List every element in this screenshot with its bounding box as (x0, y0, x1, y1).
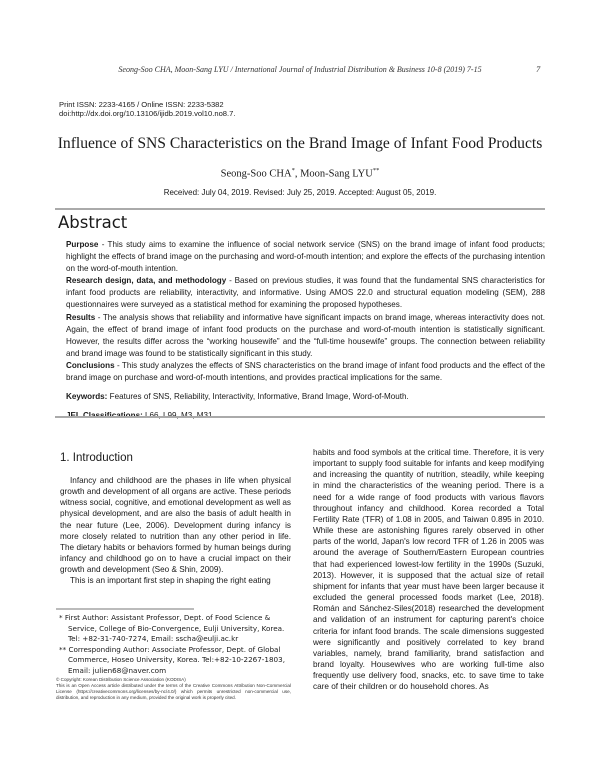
abstract-results (66, 312, 545, 360)
left-column (60, 475, 291, 587)
copyright-notice (56, 677, 291, 701)
paragraph: Infancy and childhood are the phases in life when physical growth and development of all organs are active. These periods witness social, cognitive, and emotional development as well as physical development, and are also the basis of adult health in the near future (Lee, 2006). Development during infancy is more closely related to nutrition than any other period in life. The dietary habits or behaviors formed by human beings during infancy and childhood go on to have a crucial impact on their growth and development (Seo & Shin, 2009). (60, 476, 291, 575)
authors (0, 167, 600, 180)
abstract-purpose (66, 239, 545, 275)
footnote-first-author: * First Author: Assistant Professor, Dept. of Food Science & Service, College of Bio-Convergence, Eulji University, Korea. Tel: +82-31-740-7274, Email: sscha@eulji.ac.kr (59, 613, 285, 644)
running-head: Seong-Soo CHA, Moon-Sang LYU / International Journal of Industrial Distribution & Business 10-8 (2019) 7-15 (118, 65, 482, 74)
right-column (313, 447, 544, 692)
abstract-body (66, 239, 545, 422)
paper-title: Influence of SNS Characteristics on the Brand Image of Infant Food Products (57, 135, 543, 152)
footnotes (56, 613, 291, 677)
license: This is an Open Access article distributed under the terms of the Creative Commons Attribution Non-Commercial License (https://creativecommons.org/licenses/by-nc/4.0/) which permits unrestricted non-commercial use, distribution, and reproduction in any medium, provided the original work is properly cited. (56, 683, 291, 701)
page-number: 7 (536, 64, 541, 74)
footnote-divider (56, 608, 194, 610)
conclusions-text: - This study analyzes the effects of SNS characteristics on the brand image of infant food products and the effect of the brand image on purchase and word-of-mouth intentions, and provides practical implications for the same. (66, 360, 545, 383)
abstract-design (66, 275, 545, 311)
abstract-conclusions (66, 360, 545, 384)
divider (55, 416, 545, 418)
paragraph: This is an important first step in shaping the right eating (70, 576, 271, 586)
design-text: - Based on previous studies, it was found that the fundamental SNS characteristics for infant food products are reliability, interactivity, and informative. Using AMOS 22.0 and structural equation modeling (SEM), 288 questionnaires were surveyed as a statistical method for examining the proposed hypotheses. (66, 276, 545, 310)
purpose-text: - This study aims to examine the influence of social network service (SNS) on the brand image of infant food products; highlight the effects of brand image on the purchasing and word-of-mouth intention; and explore the effects of the purchasing intention on the word-of-mouth intention. (66, 240, 545, 274)
issn-block (59, 100, 235, 118)
author-2-mark: ** (372, 167, 380, 174)
section-heading: 1. Introduction (60, 452, 133, 464)
results-label: Results (66, 312, 96, 322)
results-text: - The analysis shows that reliability and informative have significant impacts on brand image, whereas interactivity does not. Again, the effect of brand image of infant food products on the purchase and word-of-mouth intention is statistically significant. However, the results differ across the “working housewife” and the “full-time housewife” groups. The connection between reliability and brand image was found to be statistically significant in this study. (66, 312, 545, 358)
abstract-heading: Abstract (58, 213, 128, 232)
received-dates: Received: July 04, 2019. Revised: July 25, 2019. Accepted: August 05, 2019. (163, 188, 437, 197)
issn: Print ISSN: 2233-4165 / Online ISSN: 2233-5382 (59, 100, 224, 109)
footnote-corresponding-author: ** Corresponding Author: Associate Professor, Dept. of Global Commerce, Hoseo University, Korea. Tel:+82-10-2267-1803, Email: julien68@naver.com (59, 644, 285, 675)
keywords (66, 391, 545, 403)
author-1-mark: * (291, 167, 295, 174)
copyright: © Copyright: Korean Distribution Science Association (KODISA) (56, 677, 186, 682)
conclusions-label: Conclusions (66, 360, 115, 370)
divider (55, 208, 545, 210)
author-1: Seong-Soo CHA (220, 168, 292, 180)
purpose-label: Purpose (66, 240, 99, 249)
author-separator: , (294, 168, 301, 180)
author-2: Moon-Sang LYU (300, 168, 373, 180)
keywords-text: Features of SNS, Reliability, Interactivity, Informative, Brand Image, Word-of-Mouth. (107, 392, 409, 402)
design-label: Research design, data, and methodology (66, 276, 227, 286)
keywords-label: Keywords: (66, 392, 108, 402)
doi-link[interactable]: doi:http://dx.doi.org/10.13106/ijidb.2019.vol10.no8.7. (59, 109, 236, 118)
paragraph: habits and food symbols at the critical time. Therefore, it is very important to supply food suitable for infants and keep modifying and increasing the quantity of nutrition, steadily, while keeping in mind the characteristics of the weaning period. There is a need for a wide range of food products with various flavors throughout infancy and childhood. Korea recorded a Total Fertility Rate (TFR) of 1.08 in 2005, and Taiwan 0.895 in 2010. While these are astonishing figures rarely observed in other parts of the world, Japan's low record TFR of 1.26 in 2005 was around the average of Southern/Eastern European countries that had experienced lowest-low fertility in the 1990s (Suzuki, 2013). However, it is supposed that the actual size of retail shipment for infants that year must have been larger because it excluded the general processed foods market (Lee, 2018). Román and Sánchez-Siles(2018) researched the development and validation of an instrument for capturing parent's choice criteria for infant food brands. The scale dimensions suggested were significantly and positively correlated to key brand variables, namely, brand familiarity, brand satisfaction and brand loyalty. Housewives who are working full-time also frequently use delivery food, snacks, etc. to save time to take care of their children or do household chores. As (313, 448, 544, 692)
